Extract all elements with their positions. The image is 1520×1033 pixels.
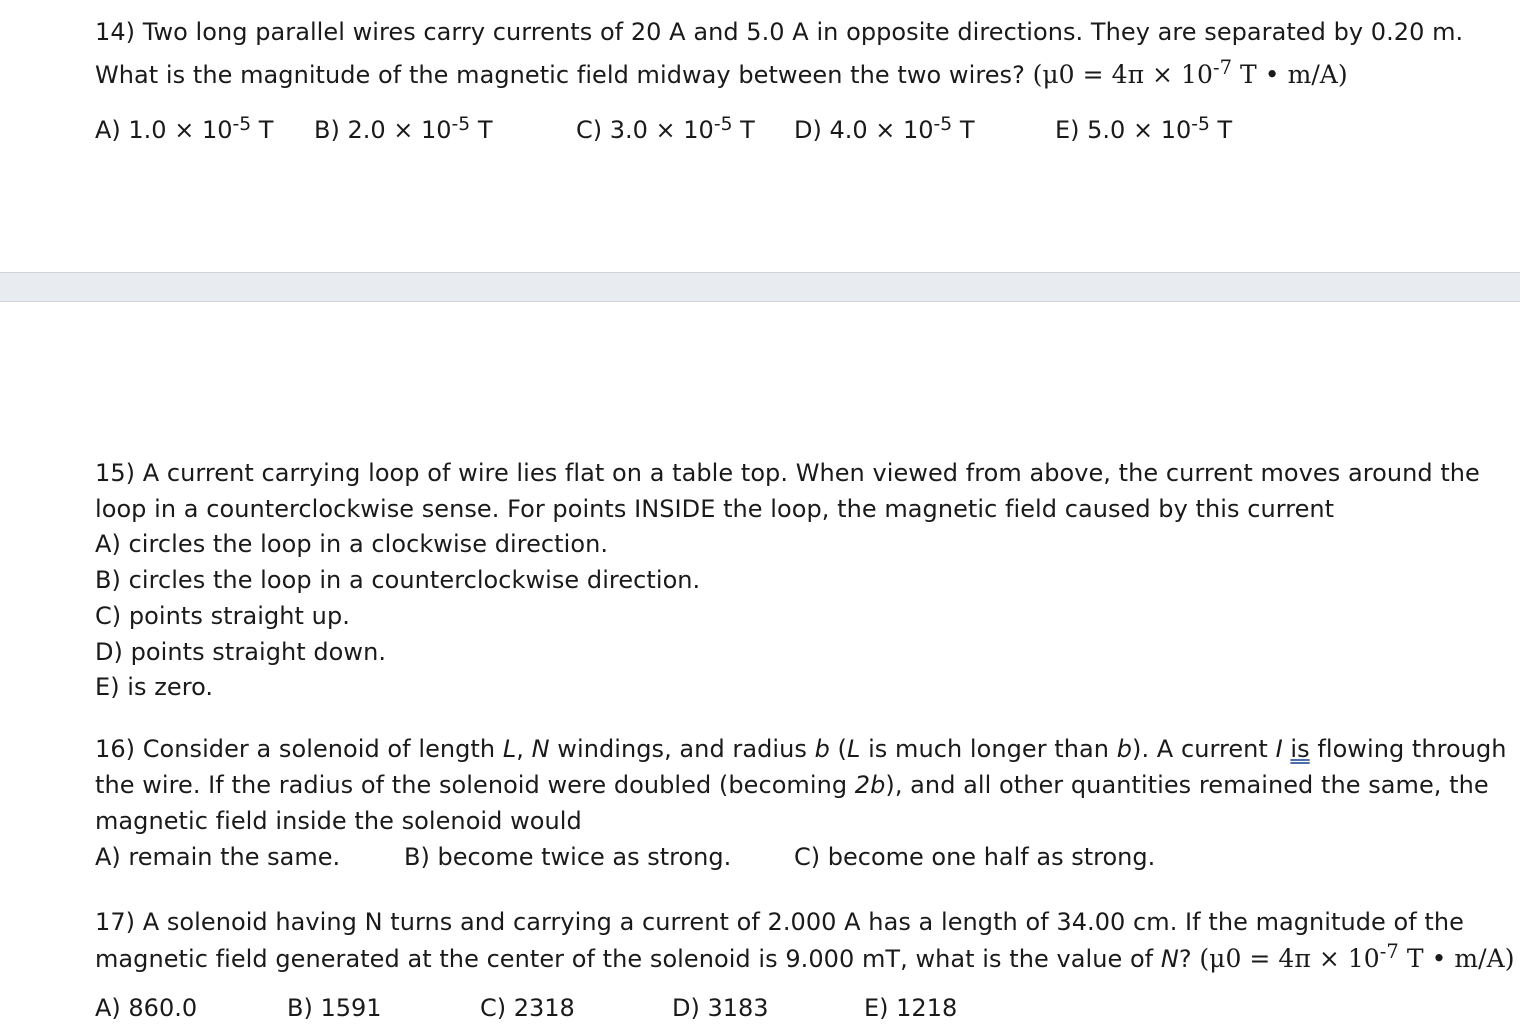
q16-line-1: 16) Consider a solenoid of length L, N windings, and radius b (L is much longer than b). A current I is flowing through (95, 735, 1507, 763)
q15-option-b: B) circles the loop in a counterclockwise direction. (95, 566, 701, 594)
q14-constant: ($\mu 0 = 4\pi \times 10^{-7}$ T • m/A) (1032, 56, 1348, 89)
q15-option-c: C) points straight up. (95, 602, 350, 630)
q15-line-1: 15) A current carrying loop of wire lies flat on a table top. When viewed from above, the current moves around the (95, 459, 1480, 487)
q14-option-e: E) $5.0 \times 10^{-5}$ T (1055, 113, 1233, 144)
q17-option-a: A) 860.0 (95, 994, 198, 1022)
q17-option-d: D) 3183 (672, 994, 769, 1022)
q17-option-e: E) 1218 (864, 994, 958, 1022)
q15-option-d: D) points straight down. (95, 638, 387, 666)
q14-option-c: C) $3.0 \times 10^{-5}$ T (576, 113, 755, 144)
q16-option-c: C) become one half as strong. (794, 843, 1156, 871)
q17-line-1: 17) A solenoid having N turns and carrying a current of 2.000 A has a length of 34.00 cm. If the magnitude of the (95, 908, 1464, 936)
q15-option-a: A) circles the loop in a clockwise direction. (95, 530, 609, 558)
spellcheck-underline: is (1290, 735, 1310, 763)
q16-option-b: B) become twice as strong. (404, 843, 732, 871)
q17-option-b: B) 1591 (287, 994, 382, 1022)
q17-option-c: C) 2318 (480, 994, 575, 1022)
q14-option-b: B) $2.0 \times 10^{-5}$ T (314, 113, 493, 144)
q14-option-a: A) $1.0 \times 10^{-5}$ T (95, 113, 274, 144)
q16-line-2: the wire. If the radius of the solenoid were doubled (becoming 2b), and all other quantities remained the same, the (95, 771, 1489, 799)
page-break-gap (0, 272, 1520, 302)
q15-line-2: loop in a counterclockwise sense. For points INSIDE the loop, the magnetic field caused by this current (95, 495, 1335, 523)
q14-line-2: What is the magnitude of the magnetic field midway between the two wires? ($\mu 0 = 4\pi \times 10^{-7}$ T • m/A) (95, 56, 1348, 89)
q14-option-d: D) $4.0 \times 10^{-5}$ T (794, 113, 975, 144)
q14-line-1: 14) Two long parallel wires carry currents of 20 A and 5.0 A in opposite directions. They are separated by 0.20 m. (95, 18, 1464, 46)
q17-line-2: magnetic field generated at the center of the solenoid is 9.000 mT, what is the value of N? ($\mu 0 = 4\pi \times 10^{-7}$ T • m/A) (95, 940, 1515, 973)
q17-constant: ($\mu 0 = 4\pi \times 10^{-7}$ T • m/A) (1199, 940, 1515, 973)
q16-line-3: magnetic field inside the solenoid would (95, 807, 582, 835)
q15-option-e: E) is zero. (95, 673, 214, 701)
q16-option-a: A) remain the same. (95, 843, 341, 871)
